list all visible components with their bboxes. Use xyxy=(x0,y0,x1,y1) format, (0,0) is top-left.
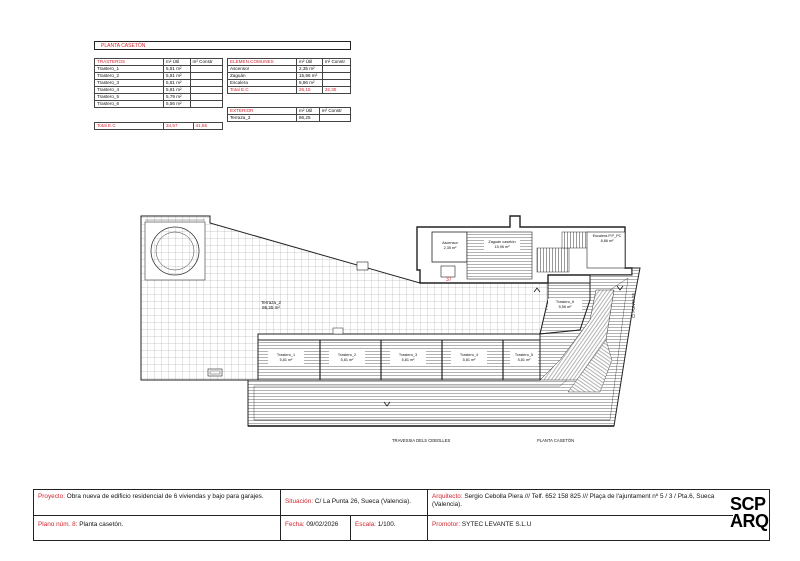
trastero-label: Trastero_5 5,81 m² xyxy=(514,353,534,362)
comunes-table: ELEMEN.COMUNES m² Útil m² Constr Ascensor 2,35 m² Zaguán 15,96 m² Escalera 8,86 m² Total E.C 26,15 32,30 xyxy=(227,58,351,94)
exterior-title: EXTERIOR xyxy=(228,108,297,115)
trasteros-total: Total E.C 34,57 41,65 xyxy=(94,122,223,130)
trasteros-col-constr: m² Constr xyxy=(190,59,222,66)
exterior-table: EXTERIOR m² Útil m² Constr Terraza_2 86,25 xyxy=(227,107,351,122)
ascensor-label: Ascensor 2,35 m² xyxy=(442,241,458,250)
table-row: Total E.C 26,15 32,30 xyxy=(228,87,351,94)
trastero-label: Trastero_1 5,81 m² xyxy=(276,353,296,362)
street-label-bottom: TRAVESSIA DELS CEBOLLES xyxy=(392,438,451,443)
table-row: Terraza_2 86,25 xyxy=(228,115,351,122)
table-row: Escalera 8,86 m² xyxy=(228,80,351,87)
arquitecto-cell: Arquitecto: Sergio Cebolla Piera /// Telf. 652 158 825 /// Plaça de l'ajuntament nº 5 / 3 / Pta.6, Sueca (Valencia). xyxy=(428,490,733,516)
title-block xyxy=(33,489,770,541)
round-vent-icon xyxy=(151,227,199,275)
trastero-label: Trastero_2 5,81 m² xyxy=(337,353,357,362)
promotor-cell: Promotor: SYTEC LEVANTE S.L.U xyxy=(432,521,532,528)
table-row: Trastero_1 5,81 m² xyxy=(95,66,223,73)
zaguan-label: Zaguán casetón 15,96 m² xyxy=(488,240,516,249)
vent-icon xyxy=(357,262,368,270)
trastero-label: Trastero_3 5,81 m² xyxy=(398,353,418,362)
table-row: Trastero_6 5,56 m² xyxy=(95,101,223,108)
table-row: Zaguán 15,96 m² xyxy=(228,73,351,80)
fecha-cell: Fecha: 09/02/2026 xyxy=(281,516,351,540)
table-row: Ascensor 2,35 m² xyxy=(228,66,351,73)
table-row: Trastero_2 5,81 m² xyxy=(95,73,223,80)
plano-cell: Plano núm. 8: Planta casetón. xyxy=(34,516,281,540)
plan-label: PLANTA CASETÓN xyxy=(537,438,575,443)
table-row: Trastero_4 5,81 m² xyxy=(95,87,223,94)
escalera-label: Escalera P.P_PC 8,86 m² xyxy=(592,234,622,243)
sheet-title: PLANTA CASETÓN xyxy=(94,41,351,50)
terraza-label: Terraza_2 86,25 m² xyxy=(260,300,281,310)
trastero-label: Trastero_6 5,56 m² xyxy=(555,300,575,309)
proyecto-cell: Proyecto: Obra nueva de edificio residencial de 6 viviendas y bajo para garajes. xyxy=(34,490,281,516)
stair-flight-icon xyxy=(537,248,569,272)
comunes-title: ELEMEN.COMUNES xyxy=(228,59,297,66)
stair-flight-icon xyxy=(562,232,588,248)
situacion-cell: Situación: C/ La Punta 26, Sueca (Valencia). xyxy=(281,490,428,516)
table-row: Trastero_3 5,81 m² xyxy=(95,80,223,87)
svg-text:37: 37 xyxy=(446,277,452,283)
scp-arq-logo: SCP ARQ xyxy=(730,494,769,531)
escala-cell: Escala: 1/100. xyxy=(351,516,428,540)
trastero-label: Trastero_4 5,81 m² xyxy=(459,353,479,362)
street-label-right: C/ PUNTA 26 xyxy=(631,293,636,318)
trasteros-col-util: m² Útil xyxy=(164,59,191,66)
table-row: Trastero_5 5,79 m² xyxy=(95,94,223,101)
trasteros-title: TRASTEROS xyxy=(95,59,164,66)
